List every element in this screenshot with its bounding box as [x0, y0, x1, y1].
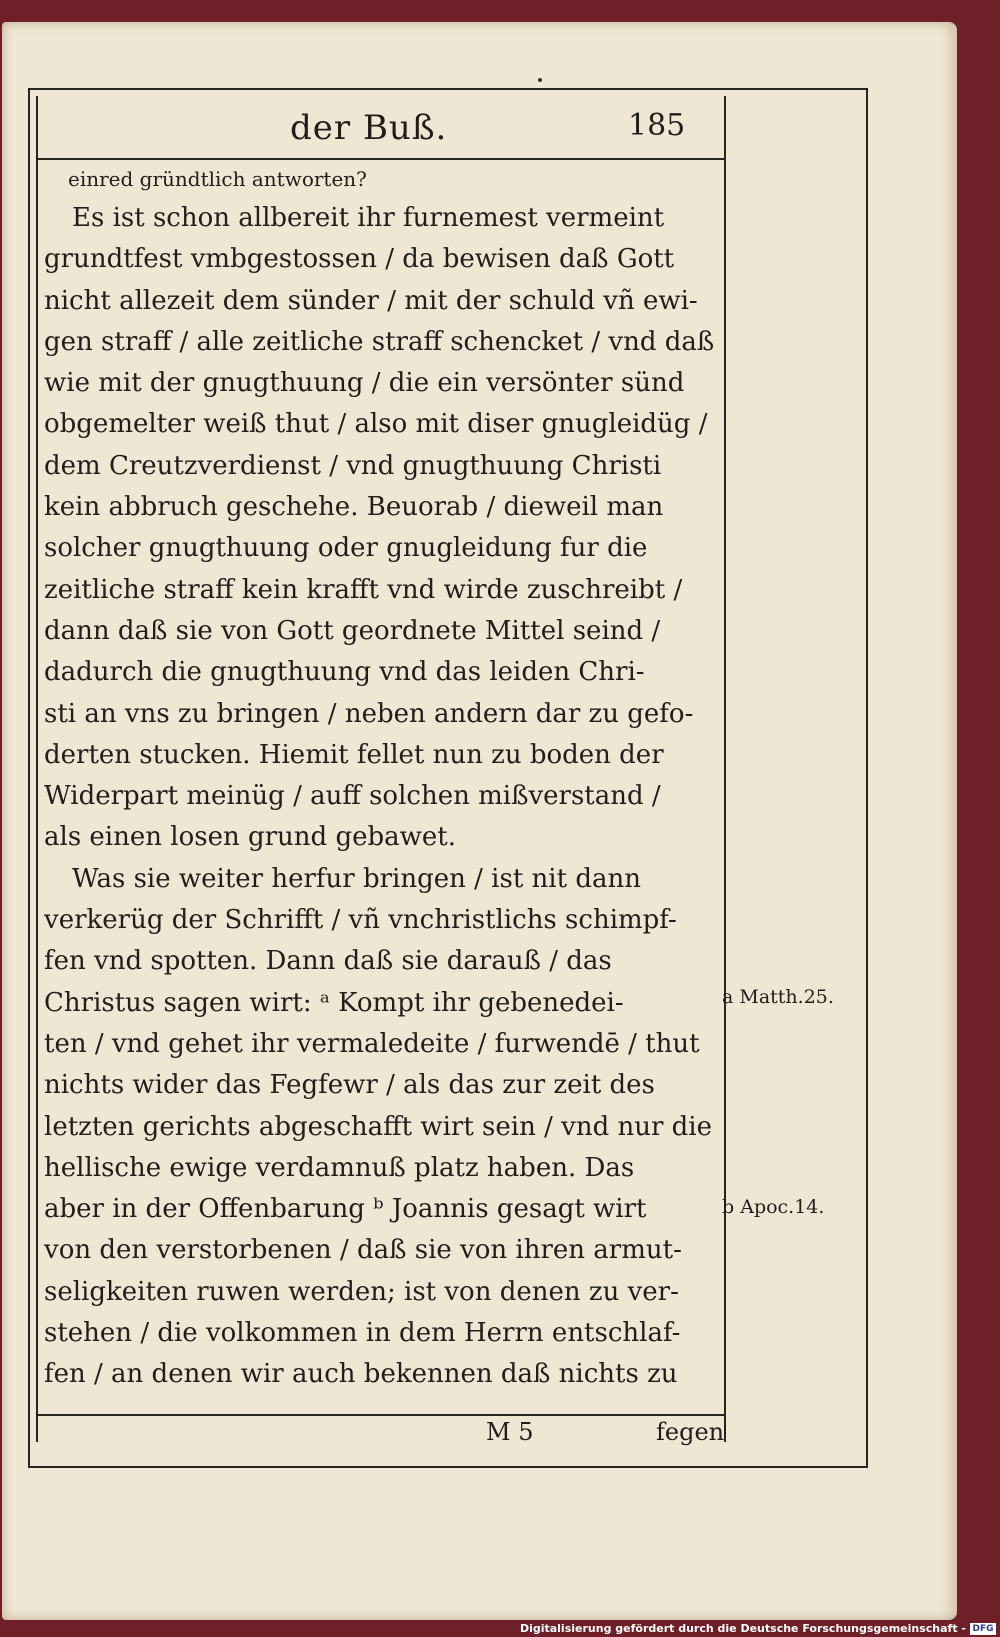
margin-note-reference: Matth.25. — [739, 986, 834, 1008]
text-line: aber in der Offenbarung ᵇ Joannis gesagt wirt — [44, 1194, 647, 1225]
text-line: dem Creutzverdienst / vnd gnugthuung Christi — [44, 450, 662, 481]
text-line: ten / vnd gehet ihr vermaledeite / furwendē / thut — [44, 1028, 700, 1059]
catchword: fegen — [656, 1418, 725, 1446]
digitization-credit — [520, 1622, 996, 1635]
text-line: grundtfest vmbgestossen / da bewisen daß Gott — [44, 244, 675, 275]
text-line: dadurch die gnugthuung vnd das leiden Chri- — [44, 657, 645, 688]
text-line: derten stucken. Hiemit fellet nun zu boden der — [44, 739, 664, 770]
signature-mark: M 5 — [486, 1418, 534, 1446]
footer-rule — [36, 1414, 724, 1416]
text-line: gen straff / alle zeitliche straff schencket / vnd daß — [44, 326, 715, 357]
text-line: nichts wider das Fegfewr / als das zur zeit des — [44, 1070, 655, 1101]
credit-text: Digitalisierung gefördert durch die Deutsche Forschungsgemeinschaft - — [519, 1622, 966, 1635]
text-line: sti an vns zu bringen / neben andern dar zu gefo- — [44, 698, 694, 729]
main-text — [44, 160, 716, 1396]
page-number: 185 — [628, 108, 686, 143]
text-line: Christus sagen wirt: ᵃ Kompt ihr gebenedei- — [44, 987, 624, 1018]
text-line: fen / an denen wir auch bekennen daß nichts zu — [44, 1359, 678, 1390]
dfg-logo: DFG — [970, 1623, 996, 1635]
text-line: stehen / die volkommen in dem Herrn entschlaf- — [44, 1318, 681, 1349]
text-line: wie mit der gnugthuung / die ein versönter sünd — [44, 368, 685, 399]
text-line: hellische ewige verdamnuß platz haben. Das — [44, 1152, 635, 1183]
ink-speck — [538, 78, 542, 82]
text-line: Widerpart meinüg / auff solchen mißverstand / — [44, 781, 661, 812]
text-line: dann daß sie von Gott geordnete Mittel seind / — [44, 615, 661, 646]
text-line: obgemelter weiß thut / also mit diser gnugleidüg / — [44, 409, 708, 440]
text-line: zeitliche straff kein krafft vnd wirde zuschreibt / — [44, 574, 683, 605]
text-line: kein abbruch geschehe. Beuorab / dieweil man — [44, 492, 664, 523]
text-line: als einen losen grund gebawet. — [44, 822, 456, 853]
text-line: Was sie weiter herfur bringen / ist nit dann — [72, 863, 641, 894]
margin-note — [722, 1196, 824, 1218]
text-line: von den verstorbenen / daß sie von ihren armut- — [44, 1235, 682, 1266]
text-line: solcher gnugthuung oder gnugleidung fur die — [44, 533, 648, 564]
text-line: seligkeiten ruwen werden; ist von denen zu ver- — [44, 1276, 679, 1307]
text-line: letzten gerichts abgeschafft wirt sein / vnd nur die — [44, 1111, 713, 1142]
margin-note-mark: b — [722, 1196, 735, 1218]
margin-note-reference: Apoc.14. — [740, 1196, 825, 1218]
text-line: fen vnd spotten. Dann daß sie darauß / das — [44, 946, 612, 977]
running-head: der Buß. — [290, 108, 448, 148]
text-line: einred gründtlich antworten? — [68, 167, 367, 191]
margin-note-mark: a — [722, 986, 734, 1008]
text-line: Es ist schon allbereit ihr furnemest vermeint — [72, 203, 665, 233]
margin-note — [722, 986, 834, 1008]
text-line: nicht allezeit dem sünder / mit der schuld vñ ewi- — [44, 285, 698, 316]
text-line: verkerüg der Schrifft / vñ vnchristlichs schimpf- — [44, 905, 677, 936]
